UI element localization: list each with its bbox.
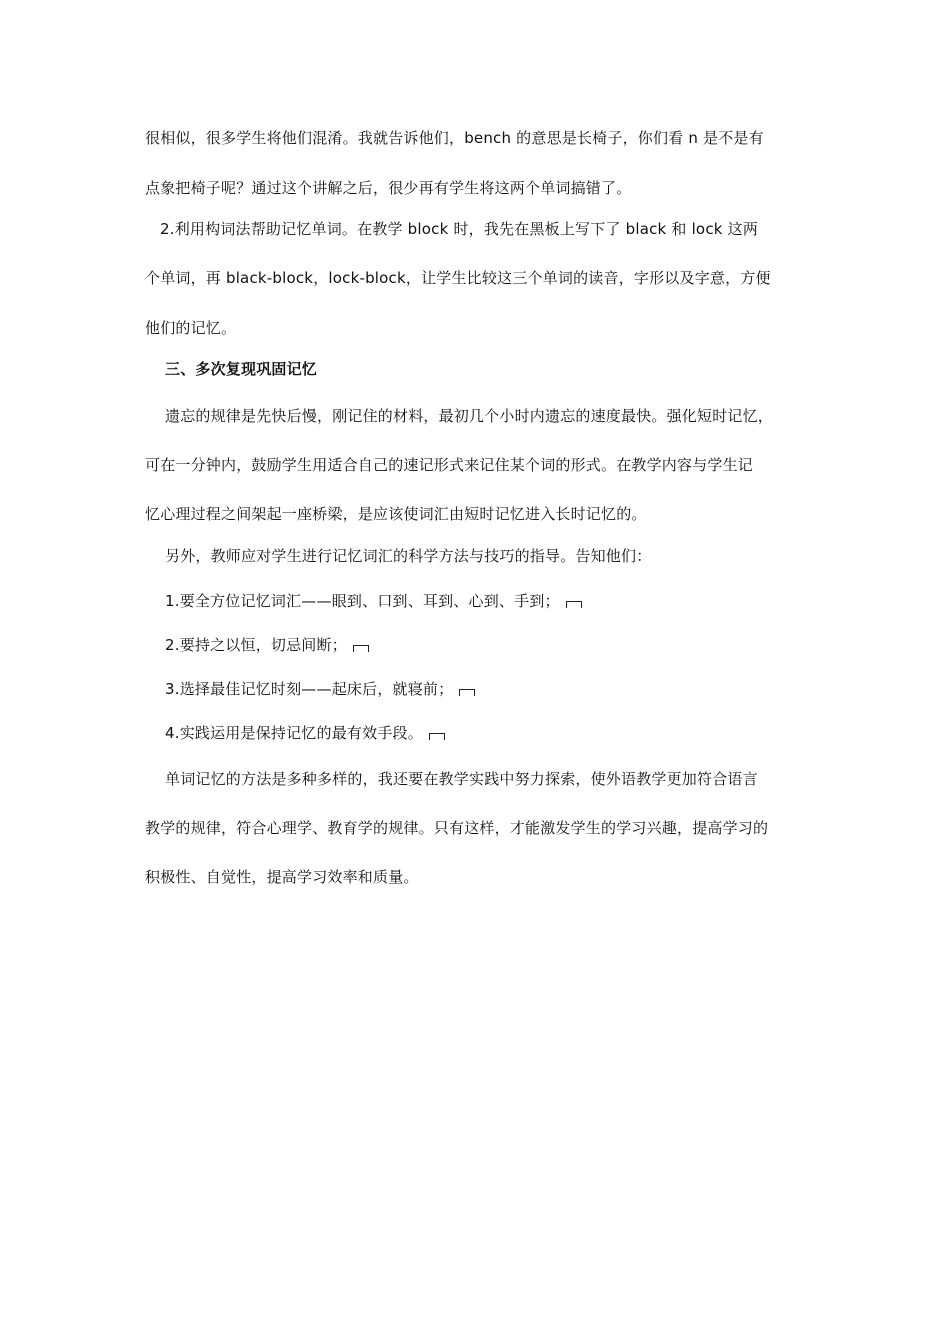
section-heading: 三、多次复现巩固记忆 [165, 360, 318, 378]
paragraph-line: 可在一分钟内，鼓励学生用适合自己的速记形式来记住某个词的形式。在教学内容与学生记 [145, 456, 754, 474]
paragraph-line: 单词记忆的方法是多种多样的，我还要在教学实践中努力探索，使外语教学更加符合语言 [165, 770, 758, 788]
list-item [165, 591, 582, 611]
paragraph-mark-icon [566, 601, 582, 608]
paragraph-mark-icon [459, 689, 475, 696]
paragraph-mark-icon [353, 645, 369, 652]
paragraph-line: 遗忘的规律是先快后慢，刚记住的材料，最初几个小时内遗忘的速度最快。强化短时记忆， [165, 407, 774, 425]
paragraph-mark-icon [429, 733, 445, 740]
paragraph-line: 积极性、自觉性，提高学习效率和质量。 [145, 868, 419, 886]
paragraph-line: 教学的规律，符合心理学、教育学的规律。只有这样，才能激发学生的学习兴趣，提高学习的 [145, 819, 769, 837]
list-item-text: 4.实践运用是保持记忆的最有效手段。 [165, 724, 423, 742]
list-item [165, 723, 445, 743]
list-item [165, 635, 369, 655]
paragraph-line: 点象把椅子呢？通过这个讲解之后，很少再有学生将这两个单词搞错了。 [145, 179, 632, 197]
paragraph-line: 个单词，再 black-block，lock-block，让学生比较这三个单词的读音，字形以及字意，方便 [145, 269, 771, 287]
paragraph-line: 忆心理过程之间架起一座桥梁，是应该使词汇由短时记忆进入长时记忆的。 [145, 505, 647, 523]
paragraph-line: 另外，教师应对学生进行记忆词汇的科学方法与技巧的指导。告知他们： [165, 547, 652, 565]
paragraph-line: 很相似，很多学生将他们混淆。我就告诉他们，bench 的意思是长椅子，你们看 n 是不是有 [145, 129, 764, 147]
list-item-text: 1.要全方位记忆词汇——眼到、口到、耳到、心到、手到； [165, 592, 560, 610]
list-item [165, 679, 475, 699]
paragraph-line: 他们的记忆。 [145, 319, 237, 337]
paragraph-line: 2.利用构词法帮助记忆单词。在教学 block 时，我先在黑板上写下了 black 和 lock 这两 [160, 220, 759, 238]
list-item-text: 3.选择最佳记忆时刻——起床后，就寝前； [165, 680, 454, 698]
list-item-text: 2.要持之以恒，切忌间断； [165, 636, 347, 654]
